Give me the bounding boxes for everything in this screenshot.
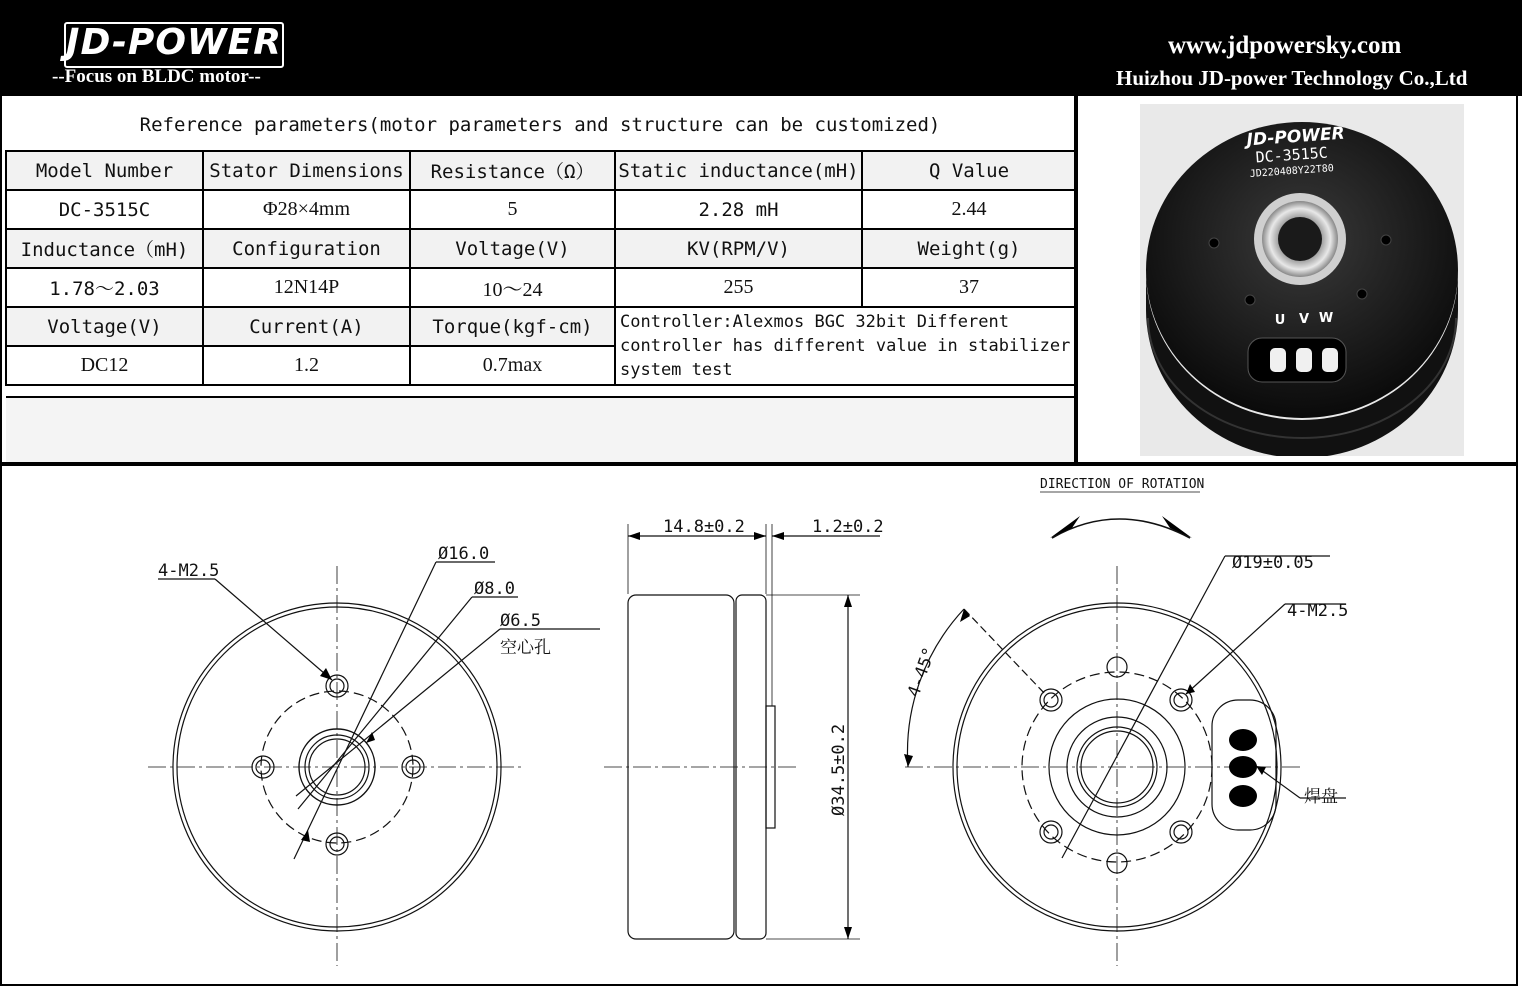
- spec-label: Static inductance(mH): [615, 151, 862, 190]
- solder-pad-note: 焊盘: [1304, 787, 1338, 807]
- spec-value: 1.78～2.03: [6, 268, 203, 307]
- controller-note: Controller:Alexmos BGC 32bit Different controller has different value in stabilizer system test: [615, 307, 1076, 385]
- back-holes-label: 4-M2.5: [1287, 601, 1349, 621]
- mount-hole: [1245, 295, 1255, 305]
- spec-label: Voltage(V): [410, 229, 615, 268]
- spec-label-row: [6, 151, 1076, 190]
- leader-arrow: [1256, 766, 1266, 775]
- phase-label: W: [1318, 311, 1334, 326]
- photo-model-label: DC-3515C: [1254, 143, 1329, 167]
- header-bar: [0, 0, 1522, 96]
- front-d2-label: Ø8.0: [474, 579, 515, 599]
- spec-value: 1.2: [203, 346, 410, 385]
- dimension-arrow: [772, 532, 784, 540]
- spec-value: 37: [862, 268, 1076, 307]
- front-holes-label: 4-M2.5: [158, 561, 220, 581]
- solder-pad: [1229, 756, 1257, 778]
- phase-label: U: [1274, 313, 1286, 328]
- dimension-arrow: [844, 927, 852, 939]
- leader-line: [296, 629, 500, 796]
- spec-table: [5, 150, 1077, 386]
- spec-label: Current(A): [203, 307, 410, 346]
- mount-hole-inner: [1044, 693, 1058, 707]
- spec-value: 2.28 mH: [615, 190, 862, 229]
- leader-line: [298, 597, 472, 809]
- spec-value: DC-3515C: [6, 190, 203, 229]
- spec-label-row: [6, 229, 1076, 268]
- hollow-hole-note: 空心孔: [500, 638, 551, 658]
- spec-value: 255: [615, 268, 862, 307]
- mount-hole-inner: [1044, 825, 1058, 839]
- spec-label: Configuration: [203, 229, 410, 268]
- mount-hole: [1357, 289, 1367, 299]
- spec-value: Φ28×4mm: [203, 190, 410, 229]
- website-link[interactable]: www.jdpowersky.com: [1168, 32, 1402, 59]
- spec-value: 2.44: [862, 190, 1076, 229]
- technical-drawing: [0, 466, 1518, 984]
- solder-pad: [1270, 348, 1286, 372]
- spec-value-row: [6, 268, 1076, 307]
- angle-arrow: [904, 754, 913, 767]
- phase-label: V: [1298, 312, 1310, 327]
- dimension-arrow: [628, 532, 640, 540]
- spec-value-row: [6, 190, 1076, 229]
- rotation-label: DIRECTION OF ROTATION: [1040, 477, 1205, 492]
- solder-pad: [1229, 785, 1257, 807]
- spec-label: Inductance（mH): [6, 229, 203, 268]
- product-photo: [1140, 104, 1464, 456]
- leader-line: [1186, 604, 1285, 694]
- spec-value: 5: [410, 190, 615, 229]
- spec-label: Model Number: [6, 151, 203, 190]
- photo-serial-label: JD220408Y22T80: [1249, 163, 1335, 180]
- side-gap-label: 1.2±0.2: [812, 517, 884, 537]
- solder-pad: [1322, 348, 1338, 372]
- spec-label: Stator Dimensions: [203, 151, 410, 190]
- spec-value: DC12: [6, 346, 203, 385]
- spec-label: Weight(g): [862, 229, 1076, 268]
- spec-value: 10～24: [410, 268, 615, 307]
- mount-hole: [1209, 238, 1219, 248]
- spec-label: Torque(kgf-cm): [410, 307, 615, 346]
- dimension-arrow: [754, 532, 766, 540]
- photo-brand-logo: JD-POWER: [1245, 123, 1346, 151]
- hollow-shaft: [1278, 217, 1322, 261]
- leader-arrow: [1186, 684, 1195, 694]
- spec-value: 0.7max: [410, 346, 615, 385]
- mount-hole: [1170, 821, 1192, 843]
- mount-hole: [1381, 235, 1391, 245]
- leader-line: [294, 562, 436, 859]
- leader-arrow: [301, 830, 310, 842]
- company-name: Huizhou JD-power Technology Co.,Ltd: [1116, 66, 1468, 90]
- side-diameter-label: Ø34.5±0.2: [829, 723, 849, 816]
- reference-title: Reference parameters(motor parameters and structure can be customized): [139, 114, 941, 136]
- front-d1-label: Ø16.0: [438, 544, 490, 564]
- spec-label: Voltage(V): [6, 307, 203, 346]
- angle-label: 4-45°: [903, 644, 941, 700]
- side-length-label: 14.8±0.2: [663, 517, 745, 537]
- blank-area: [6, 396, 1074, 464]
- vertical-divider: [1074, 96, 1078, 466]
- slogan: --Focus on BLDC motor--: [52, 66, 261, 87]
- dimension-arrow: [844, 595, 852, 607]
- front-d3-label: Ø6.5: [500, 611, 541, 631]
- spec-label: Resistance（Ω）: [410, 151, 615, 190]
- solder-pad: [1296, 348, 1312, 372]
- leader-line: [215, 579, 332, 680]
- spec-label: KV(RPM/V): [615, 229, 862, 268]
- leader-arrow: [320, 668, 332, 680]
- brand-logo: JD-POWER: [66, 22, 282, 63]
- spec-value: 12N14P: [203, 268, 410, 307]
- mount-hole-inner: [1174, 693, 1188, 707]
- spec-label: Q Value: [862, 151, 1076, 190]
- spec-label-row: [6, 307, 1076, 346]
- solder-pad: [1229, 729, 1257, 751]
- mount-hole: [1040, 821, 1062, 843]
- back-bore-label: Ø19±0.05: [1232, 553, 1314, 573]
